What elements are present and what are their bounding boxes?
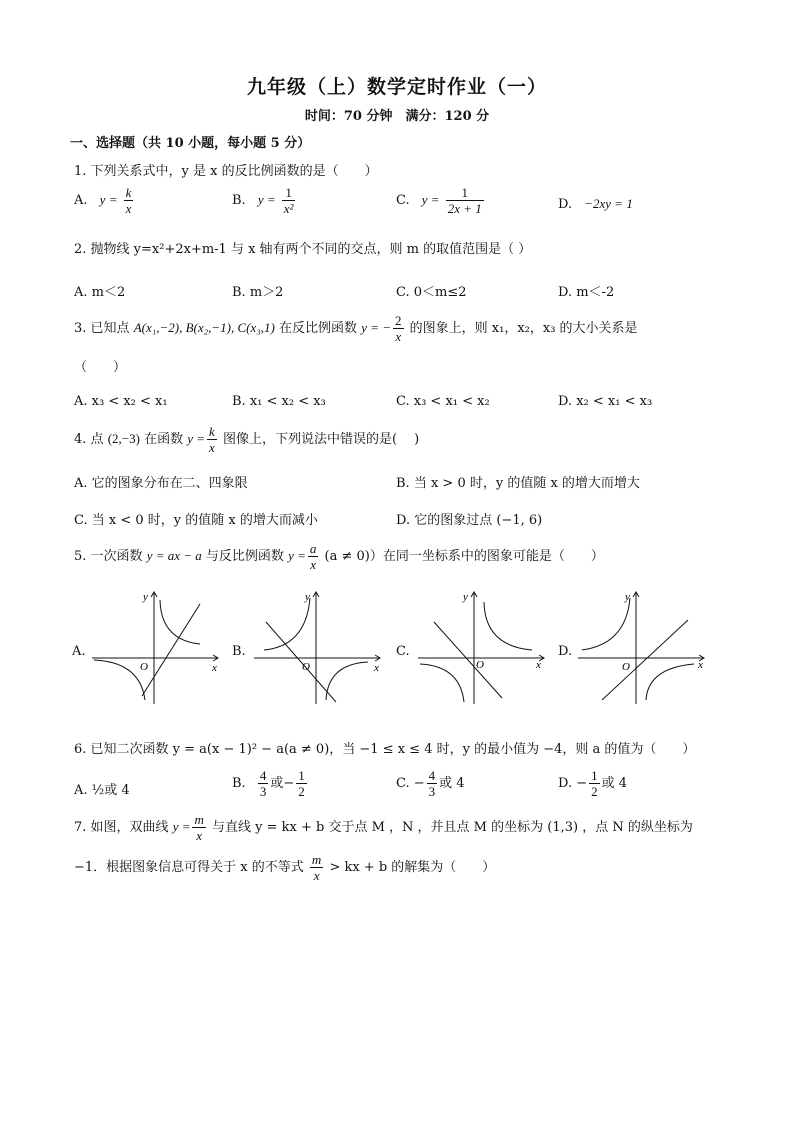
hyperbola-branch-1 [484, 602, 532, 650]
hyperbola-branch-1 [160, 600, 200, 644]
question-6-option-c: C. − $\frac{4}{3}$ 或 4 [396, 768, 465, 799]
fraction-2-over-x: $\frac{2}{x}$ [395, 313, 402, 344]
line [266, 622, 336, 702]
hyperbola-branch-2 [420, 664, 464, 702]
question-3-option-c: C. x₃ < x₁ < x₂ [396, 394, 490, 409]
fraction-4-over-3: $\frac{4}{3}$ [259, 768, 267, 799]
graph-label-b: B. [232, 644, 246, 659]
fraction-1-over-2: $\frac{1}{2}$ [298, 768, 305, 799]
graph-label-c: C. [396, 644, 410, 659]
question-5-stem: 5. 一次函数 y = ax − a 与反比例函数 y = $\frac{a}{x}$ (a ≠ 0)）在同一坐标系中的图象可能是（ ） [74, 541, 604, 572]
y-label: y [305, 591, 310, 603]
question-2-option-c: C. 0＜m≤2 [396, 285, 467, 300]
question-3-stem: 3. 已知点 A(x₁,−2), B(x₂,−1), C(x₃,1) 在反比例函数 y = − $\frac{2}{x}$ 的图象上，则 x₁，x₂，x₃ 的大小关系是 [74, 313, 638, 344]
option-label: B. [232, 193, 246, 208]
question-3-paren: （ ） [74, 360, 127, 375]
origin-label: O [302, 661, 310, 673]
points-abc: A(x₁,−2), B(x₂,−1), C(x₃,1) [133, 320, 275, 335]
question-2-option-a: A. m＜2 [74, 285, 126, 300]
hyperbola-branch-2 [646, 664, 694, 700]
question-4-option-a: A. 它的图象分布在二、四象限 [74, 476, 248, 491]
y-label: y [463, 591, 468, 603]
graph-d [574, 588, 709, 708]
line [602, 620, 688, 700]
y-label: y [143, 591, 148, 603]
question-2-option-b: B. m＞2 [232, 285, 284, 300]
x-label: x [698, 659, 703, 671]
section-title: 一、选择题（共 10 小题，每小题 5 分） [70, 136, 311, 151]
question-3-option-d: D. x₂ < x₁ < x₃ [558, 394, 653, 409]
question-1-option-d: D. −2xy = 1 [558, 196, 633, 212]
question-1-option-a: A. y = $\frac{k}{x}$ [74, 185, 132, 216]
question-3-option-a: A. x₃ < x₂ < x₁ [74, 394, 168, 409]
graph-c [414, 588, 549, 708]
line [434, 622, 502, 698]
question-7-line-2: −1．根据图象信息可得关于 x 的不等式 $\frac{m}{x}$ > kx + b 的解集为（ ） [74, 852, 496, 883]
hyperbola-branch-1 [582, 598, 630, 650]
line [142, 604, 200, 696]
question-1-option-b: B. y = $\frac{1}{\text{x²}}$ [232, 185, 294, 216]
page-title: 九年级（上）数学定时作业（一） [246, 76, 547, 98]
hyperbola-branch-2 [94, 660, 145, 700]
question-6-option-d: D. − $\frac{1}{2}$ 或 4 [558, 768, 628, 799]
question-4-option-c: C. 当 x < 0 时，y 的值随 x 的增大而减小 [74, 513, 318, 528]
question-2-stem: 2. 抛物线 y=x²+2x+m-1 与 x 轴有两个不同的交点，则 m 的取值范围是（ ） [74, 242, 532, 257]
origin-label: O [140, 661, 148, 673]
x-label: x [374, 662, 379, 674]
x-label: x [212, 662, 217, 674]
fraction-1-over-x2: $\frac{1}{\text{x²}}$ [283, 185, 294, 216]
question-4-option-b: B. 当 x > 0 时，y 的值随 x 的增大而增大 [396, 476, 640, 491]
fraction-a-over-x: $\frac{a}{x}$ [309, 541, 317, 572]
question-6-stem: 6. 已知二次函数 y = a(x − 1)² − a(a ≠ 0)，当 −1 ≤ x ≤ 4 时，y 的最小值为 −4，则 a 的值为（ ） [74, 742, 696, 757]
question-6-option-b: B. $\frac{4}{3}$ 或− $\frac{1}{2}$ [232, 768, 305, 799]
option-label: D. [558, 197, 573, 212]
question-1-option-c: C. y = $\frac{1}{2x + 1}$ [396, 185, 482, 216]
question-6-option-a: A. ½或 4 [74, 783, 130, 798]
y-label: y [625, 591, 630, 603]
question-1-stem: 1. 下列关系式中，y 是 x 的反比例函数的是（ ） [74, 164, 378, 179]
graph-label-d: D. [558, 644, 573, 659]
hyperbola-branch-2 [326, 662, 368, 700]
x-label: x [536, 659, 541, 671]
graph-label-a: A. [72, 644, 86, 659]
graph-a [88, 588, 223, 708]
fraction-m-over-x: $\frac{m}{x}$ [311, 852, 322, 883]
hyperbola-branch-1 [264, 598, 310, 650]
fraction-1-over-2x1: $\frac{1}{2x + 1}$ [447, 185, 482, 216]
question-3-option-b: B. x₁ < x₂ < x₃ [232, 394, 326, 409]
fraction-1-over-2: $\frac{1}{2}$ [591, 768, 598, 799]
option-label: C. [396, 193, 410, 208]
origin-label: O [622, 661, 630, 673]
fraction-k-over-x: $\frac{k}{x}$ [209, 424, 215, 455]
question-4-stem: 4. 点 (2,−3) 在函数 y = $\frac{k}{x}$ 图像上，下列说法中错误的是( ) [74, 424, 420, 455]
graph-b [250, 588, 385, 708]
fraction-m-over-x: $\frac{m}{x}$ [194, 812, 204, 843]
fraction-k-over-x: $\frac{k}{x}$ [125, 185, 132, 216]
question-2-option-d: D. m＜-2 [558, 285, 615, 300]
time-score-info: 时间：70 分钟 满分：120 分 [304, 109, 490, 124]
fraction-4-over-3: $\frac{4}{3}$ [428, 768, 436, 799]
origin-label: O [476, 659, 484, 671]
option-label: A. [74, 193, 88, 208]
question-4-option-d: D. 它的图象过点 (−1, 6) [396, 513, 543, 528]
question-7-line-1: 7. 如图，双曲线 y = $\frac{m}{x}$ 与直线 y = kx + b 交于点 M ，N ，并且点 M 的坐标为 (1,3) ，点 N 的纵坐标为 [74, 812, 693, 843]
